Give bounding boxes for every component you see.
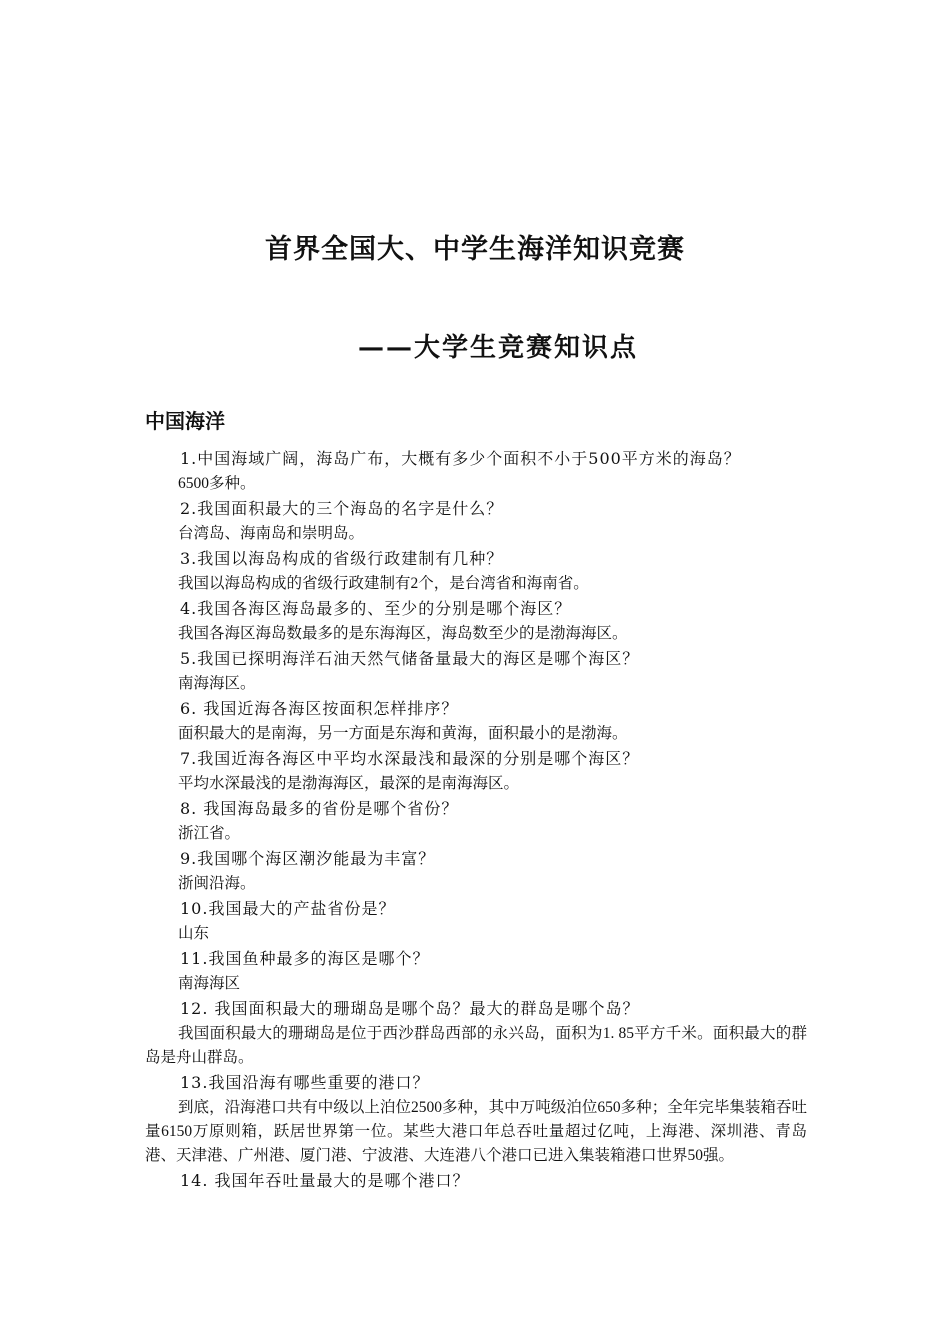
answer: 我国面积最大的珊瑚岛是位于西沙群岛西部的永兴岛，面积为1. 85平方千米。面积最大的群岛是舟山群岛。 [145,1025,807,1066]
qa-item [145,696,807,746]
question: 1.中国海域广阔，海岛广布，大概有多少个面积不小于500平方米的海岛？ [180,449,741,468]
question: 3.我国以海岛构成的省级行政建制有几种？ [180,549,504,568]
section-heading: 中国海洋 [145,409,225,433]
question: 14. 我国年吞吐量最大的是哪个港口？ [180,1171,470,1190]
question: 2.我国面积最大的三个海岛的名字是什么？ [180,499,504,518]
qa-item [145,496,807,546]
answer: 面积最大的是南海，另一方面是东海和黄海，面积最小的是渤海。 [178,725,628,742]
qa-item [145,446,807,496]
qa-item [145,946,807,996]
qa-item [145,846,807,896]
answer: 南海海区 [178,975,241,992]
document-title: 首界全国大、中学生海洋知识竞赛 [265,234,685,265]
answer: 浙闽沿海。 [178,875,256,892]
qa-list [145,446,807,1194]
qa-item [145,796,807,846]
answer: 6500多种。 [178,475,256,492]
answer: 南海海区。 [178,675,256,692]
answer: 山东 [178,925,210,942]
qa-item [145,1070,807,1168]
question: 9.我国哪个海区潮汐能最为丰富？ [180,849,436,868]
qa-item [145,646,807,696]
answer: 台湾岛、海南岛和崇明岛。 [178,525,365,542]
answer: 平均水深最浅的是渤海海区，最深的是南海海区。 [178,775,520,792]
qa-item [145,746,807,796]
question: 5.我国已探明海洋石油天然气储备量最大的海区是哪个海区？ [180,649,640,668]
answer: 浙江省。 [178,825,241,842]
qa-item [145,1168,807,1194]
answer: 我国以海岛构成的省级行政建制有2个，是台湾省和海南省。 [178,575,589,592]
qa-item [145,896,807,946]
qa-item [145,596,807,646]
document-subtitle: ——大学生竞赛知识点 [358,333,639,363]
question: 10.我国最大的产盐省份是？ [180,899,396,918]
qa-item [145,546,807,596]
question: 8. 我国海岛最多的省份是哪个省份？ [180,799,459,818]
question: 6. 我国近海各海区按面积怎样排序？ [180,699,459,718]
question: 11.我国鱼种最多的海区是哪个？ [180,949,430,968]
answer: 到底，沿海港口共有中级以上泊位2500多种，其中万吨级泊位650多种；全年完毕集装箱吞吐量6150万原则箱，跃居世界第一位。某些大港口年总吞吐量超过亿吨，上海港、深圳港、青岛港、天津港、广州港、厦门港、宁波港、大连港八个港口已进入集装箱港口世界50强。 [145,1099,807,1164]
question: 12. 我国面积最大的珊瑚岛是哪个岛？最大的群岛是哪个岛？ [180,999,640,1018]
question: 7.我国近海各海区中平均水深最浅和最深的分别是哪个海区？ [180,749,640,768]
question: 13.我国沿海有哪些重要的港口？ [180,1073,430,1092]
question: 4.我国各海区海岛最多的、至少的分别是哪个海区？ [180,599,572,618]
answer: 我国各海区海岛数最多的是东海海区，海岛数至少的是渤海海区。 [178,625,628,642]
qa-item [145,996,807,1070]
